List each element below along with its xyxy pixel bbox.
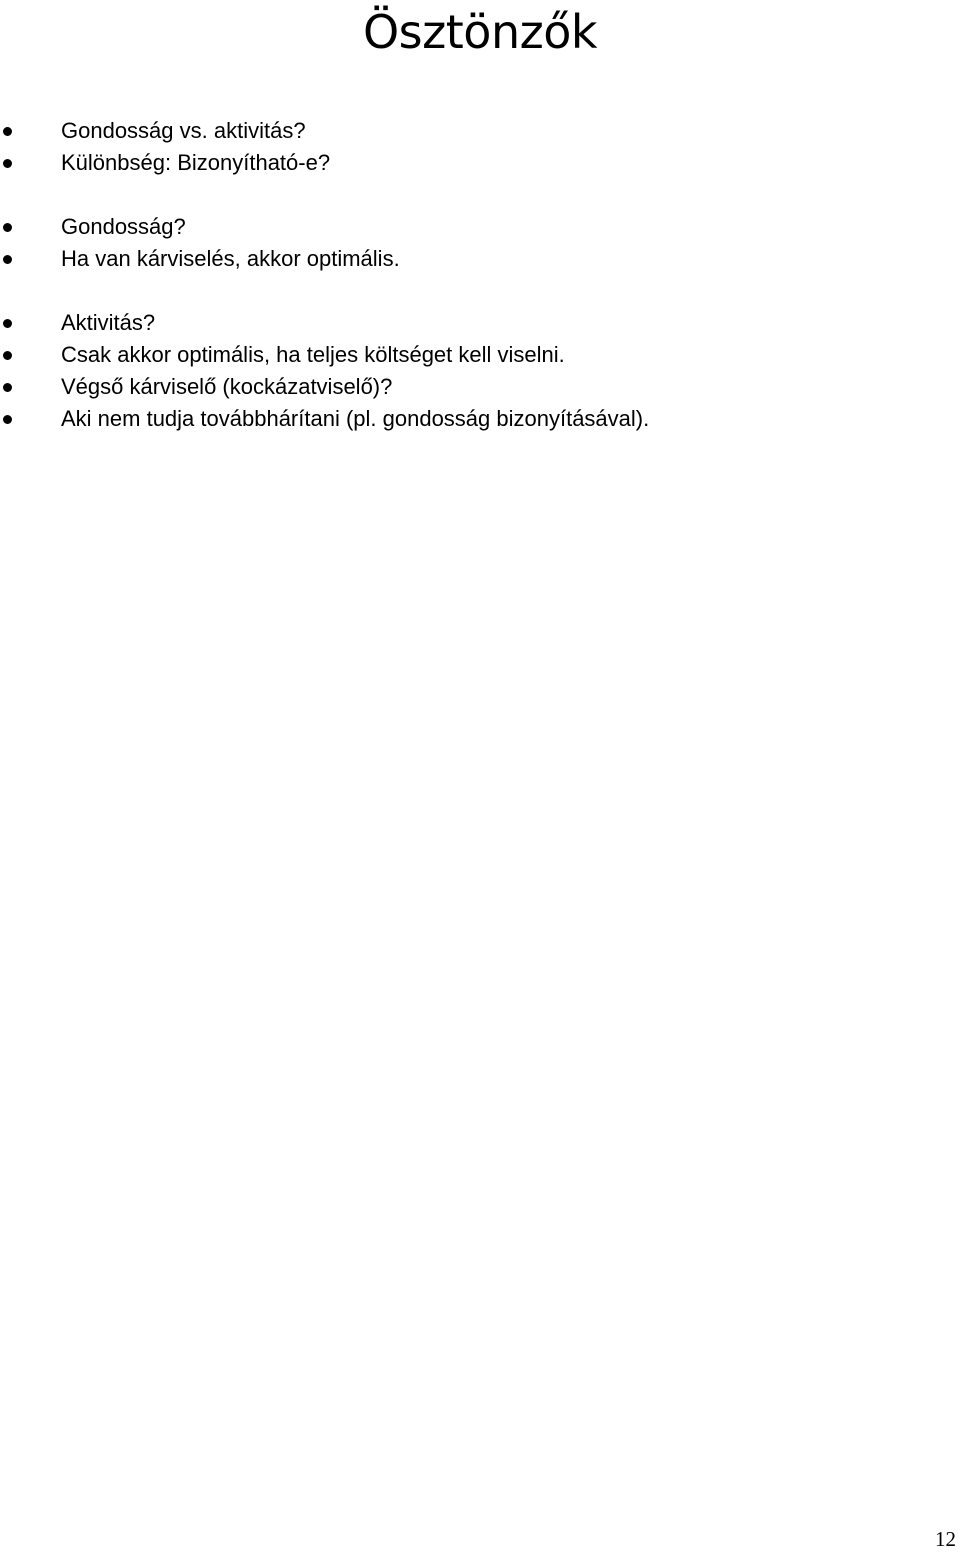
- page-title: [0, 2, 960, 62]
- list-item: [0, 403, 960, 435]
- list-item-text: Ha van kárviselés, akkor optimális.: [61, 246, 400, 271]
- bullet-dot-icon: [3, 319, 12, 328]
- bullet-dot-icon: [3, 127, 12, 136]
- list-item-text: Aki nem tudja továbbhárítani (pl. gondosság bizonyításával).: [61, 406, 650, 431]
- list-item-text: Gondosság vs. aktivitás?: [61, 118, 306, 143]
- page-title-text: Ösztönzők: [362, 5, 598, 59]
- list-item: [0, 211, 960, 243]
- page-number: 12: [935, 1527, 956, 1551]
- bullet-dot-icon: [3, 383, 12, 392]
- list-item: [0, 115, 960, 147]
- list-item: [0, 243, 960, 275]
- list-item: [0, 147, 960, 179]
- list-item: [0, 371, 960, 403]
- list-item-text: Aktivitás?: [61, 310, 156, 335]
- list-item-text: Csak akkor optimális, ha teljes költséget kell viselni.: [61, 342, 565, 367]
- list-item: [0, 307, 960, 339]
- list-item-text: Gondosság?: [61, 214, 186, 239]
- bullet-dot-icon: [3, 351, 12, 360]
- list-item-text: Különbség: Bizonyítható-e?: [61, 150, 331, 175]
- bullet-list: [0, 115, 960, 435]
- bullet-dot-icon: [3, 159, 12, 168]
- list-item: [0, 339, 960, 371]
- bullet-dot-icon: [3, 223, 12, 232]
- list-item-text: Végső kárviselő (kockázatviselő)?: [61, 374, 393, 399]
- bullet-dot-icon: [3, 415, 12, 424]
- bullet-dot-icon: [3, 255, 12, 264]
